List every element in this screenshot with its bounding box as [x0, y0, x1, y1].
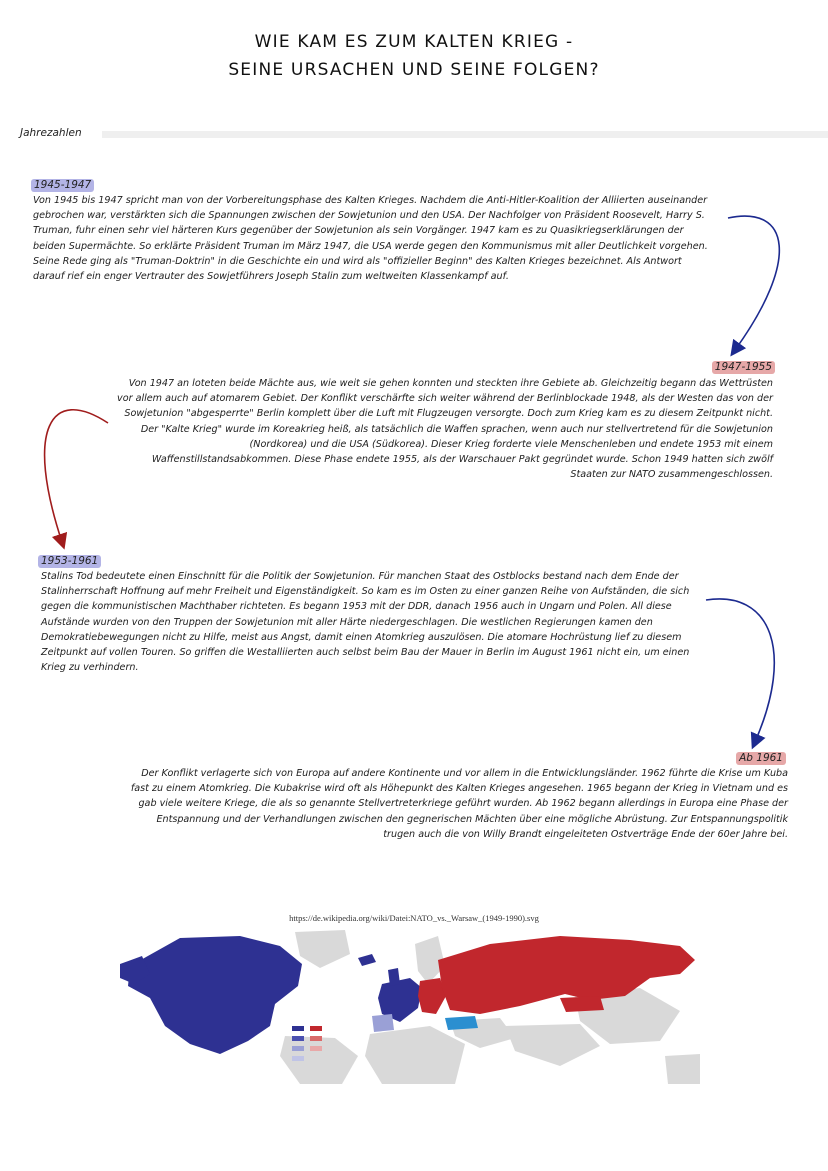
title-line-2: SEINE URSACHEN UND SEINE FOLGEN? [228, 60, 600, 80]
arrow-2-red [45, 410, 108, 542]
map-iceland [358, 954, 376, 966]
map-north-america [128, 936, 302, 1054]
timeline-label: Jahrezahlen [20, 127, 82, 139]
arrow-3-blue [706, 599, 774, 742]
section-2-text: Von 1947 an loteten beide Mächte aus, wie weit sie gehen konnten und steckten ihre Gebiete ab. Gleichzeitig begann das Wettrüsten vor allem auch auf atomarem Gebiet. Der Konflikt verschärfte sich weiter während der Berlinblockade 1948, als der Westen das von der Sowjetunion "abgesperrte" Berlin komplett über die Luft mit Flugzeugen versorgte. Doch zum Krieg kam es zu diesem Zeitpunkt nicht. Der "Kalte Krieg" wurde im Koreakrieg heiß, als tatsächlich die Waffen sprachen, wenn auch nur stellvertretend für die Sowjetunion (Nordkorea) und die USA (Südkorea). Dieser Krieg forderte viele Menschenleben und endete 1953 mit einem Waffenstillstandsabkommen. Diese Phase endete 1955, als der Warschauer Pakt gegründet wurde. Schon 1949 hatten sich zwölf Staaten zur NATO zusammengeschlossen. [117, 378, 773, 481]
map-iberia [372, 1014, 394, 1032]
section-1-heading: 1945-1947 [31, 179, 94, 192]
map-australia-edge [665, 1054, 700, 1084]
source-link[interactable]: https://de.wikipedia.org/wiki/Datei:NATO_vs._Warsaw_(1949-1990).svg [289, 913, 539, 923]
map-mongolia [560, 996, 604, 1012]
map-britain [388, 968, 400, 986]
map-greenland [295, 930, 350, 968]
arrow-1-blue [728, 216, 779, 350]
section-3-text: Stalins Tod bedeutete einen Einschnitt für die Politik der Sowjetunion. Für manchen Staat des Ostblocks bestand nach dem Ende der Stalinherrschaft Hoffnung auf mehr Freiheit und Eigenständigkeit. So kam es im Osten zu einer ganzen Reihe von Aufständen, die sich gegen die kommunistischen Machthaber richteten. Es begann 1953 mit der DDR, danach 1956 auch in Ungarn und Polen. All diese Aufstände wurden von den Truppen der Sowjetunion mit aller Härte niedergeschlagen. Die westlichen Regierungen kamen den Demokratiebewegungen nicht zu Hilfe, meist aus Angst, damit einen Atomkrieg auszulösen. Die atomare Hochrüstung lief zu diesem Zeitpunkt auf vollen Touren. So griffen die Westalliierten auch selbst beim Bau der Mauer in Berlin im August 1961 nicht ein, um einen Krieg zu verhindern. [41, 571, 690, 674]
nato-warsaw-map [120, 926, 700, 1084]
map-turkey [445, 1016, 478, 1030]
map-africa [365, 1026, 465, 1084]
section-4-heading: Ab 1961 [736, 752, 786, 765]
section-4-text: Der Konflikt verlagerte sich von Europa auf andere Kontinente und vor allem in die Entwicklungsländer. 1962 führte die Krise um Kuba fast zu einem Atomkrieg. Die Kubakrise wird oft als Höhepunkt des Kalten Krieges angesehen. 1965 begann der Krieg in Vietnam und es gab viele weitere Kriege, die als so genannte Stellvertreterkriege geführt wurden. Ab 1962 begann allerdings in Europa eine Phase der Entspannung und der Verhandlungen zwischen den gegnerischen Mächten über eine mögliche Abrüstung. Zur Entspannungspolitik trugen auch die von Willy Brandt eingeleiteten Ostverträge Ende der 60er Jahre bei. [130, 768, 788, 840]
section-3-heading: 1953-1961 [38, 555, 101, 568]
map-south-asia [505, 1024, 600, 1066]
section-1-text: Von 1945 bis 1947 spricht man von der Vorbereitungsphase des Kalten Krieges. Nachdem die Anti-Hitler-Koalition der Alliierten auseinander gebrochen war, verstärkten sich die Spannungen zwischen der Sowjetunion und den USA. Der Nachfolger von Präsident Roosevelt, Harry S. Truman, fuhr einen sehr viel härteren Kurs gegenüber der Sowjetunion als sein Vorgänger. 1947 kam es zu Quasikriegserklärungen der beiden Supermächte. So erklärte Präsident Truman im März 1947, die USA werde gegen den Kommunismus mit aller Deutlichkeit vorgehen. Seine Rede ging als "Truman-Doktrin" in die Geschichte ein und wird als "offizieller Beginn" des Kalten Krieges bezeichnet. Als Antwort darauf rief ein enger Vertrauter des Sowjetführers Joseph Stalin zum weltweiten Klassenkampf auf. [33, 195, 708, 283]
section-2-heading: 1947-1955 [712, 361, 775, 374]
title-line-1: WIE KAM ES ZUM KALTEN KRIEG - [254, 32, 574, 52]
map-south-america [280, 1036, 358, 1084]
